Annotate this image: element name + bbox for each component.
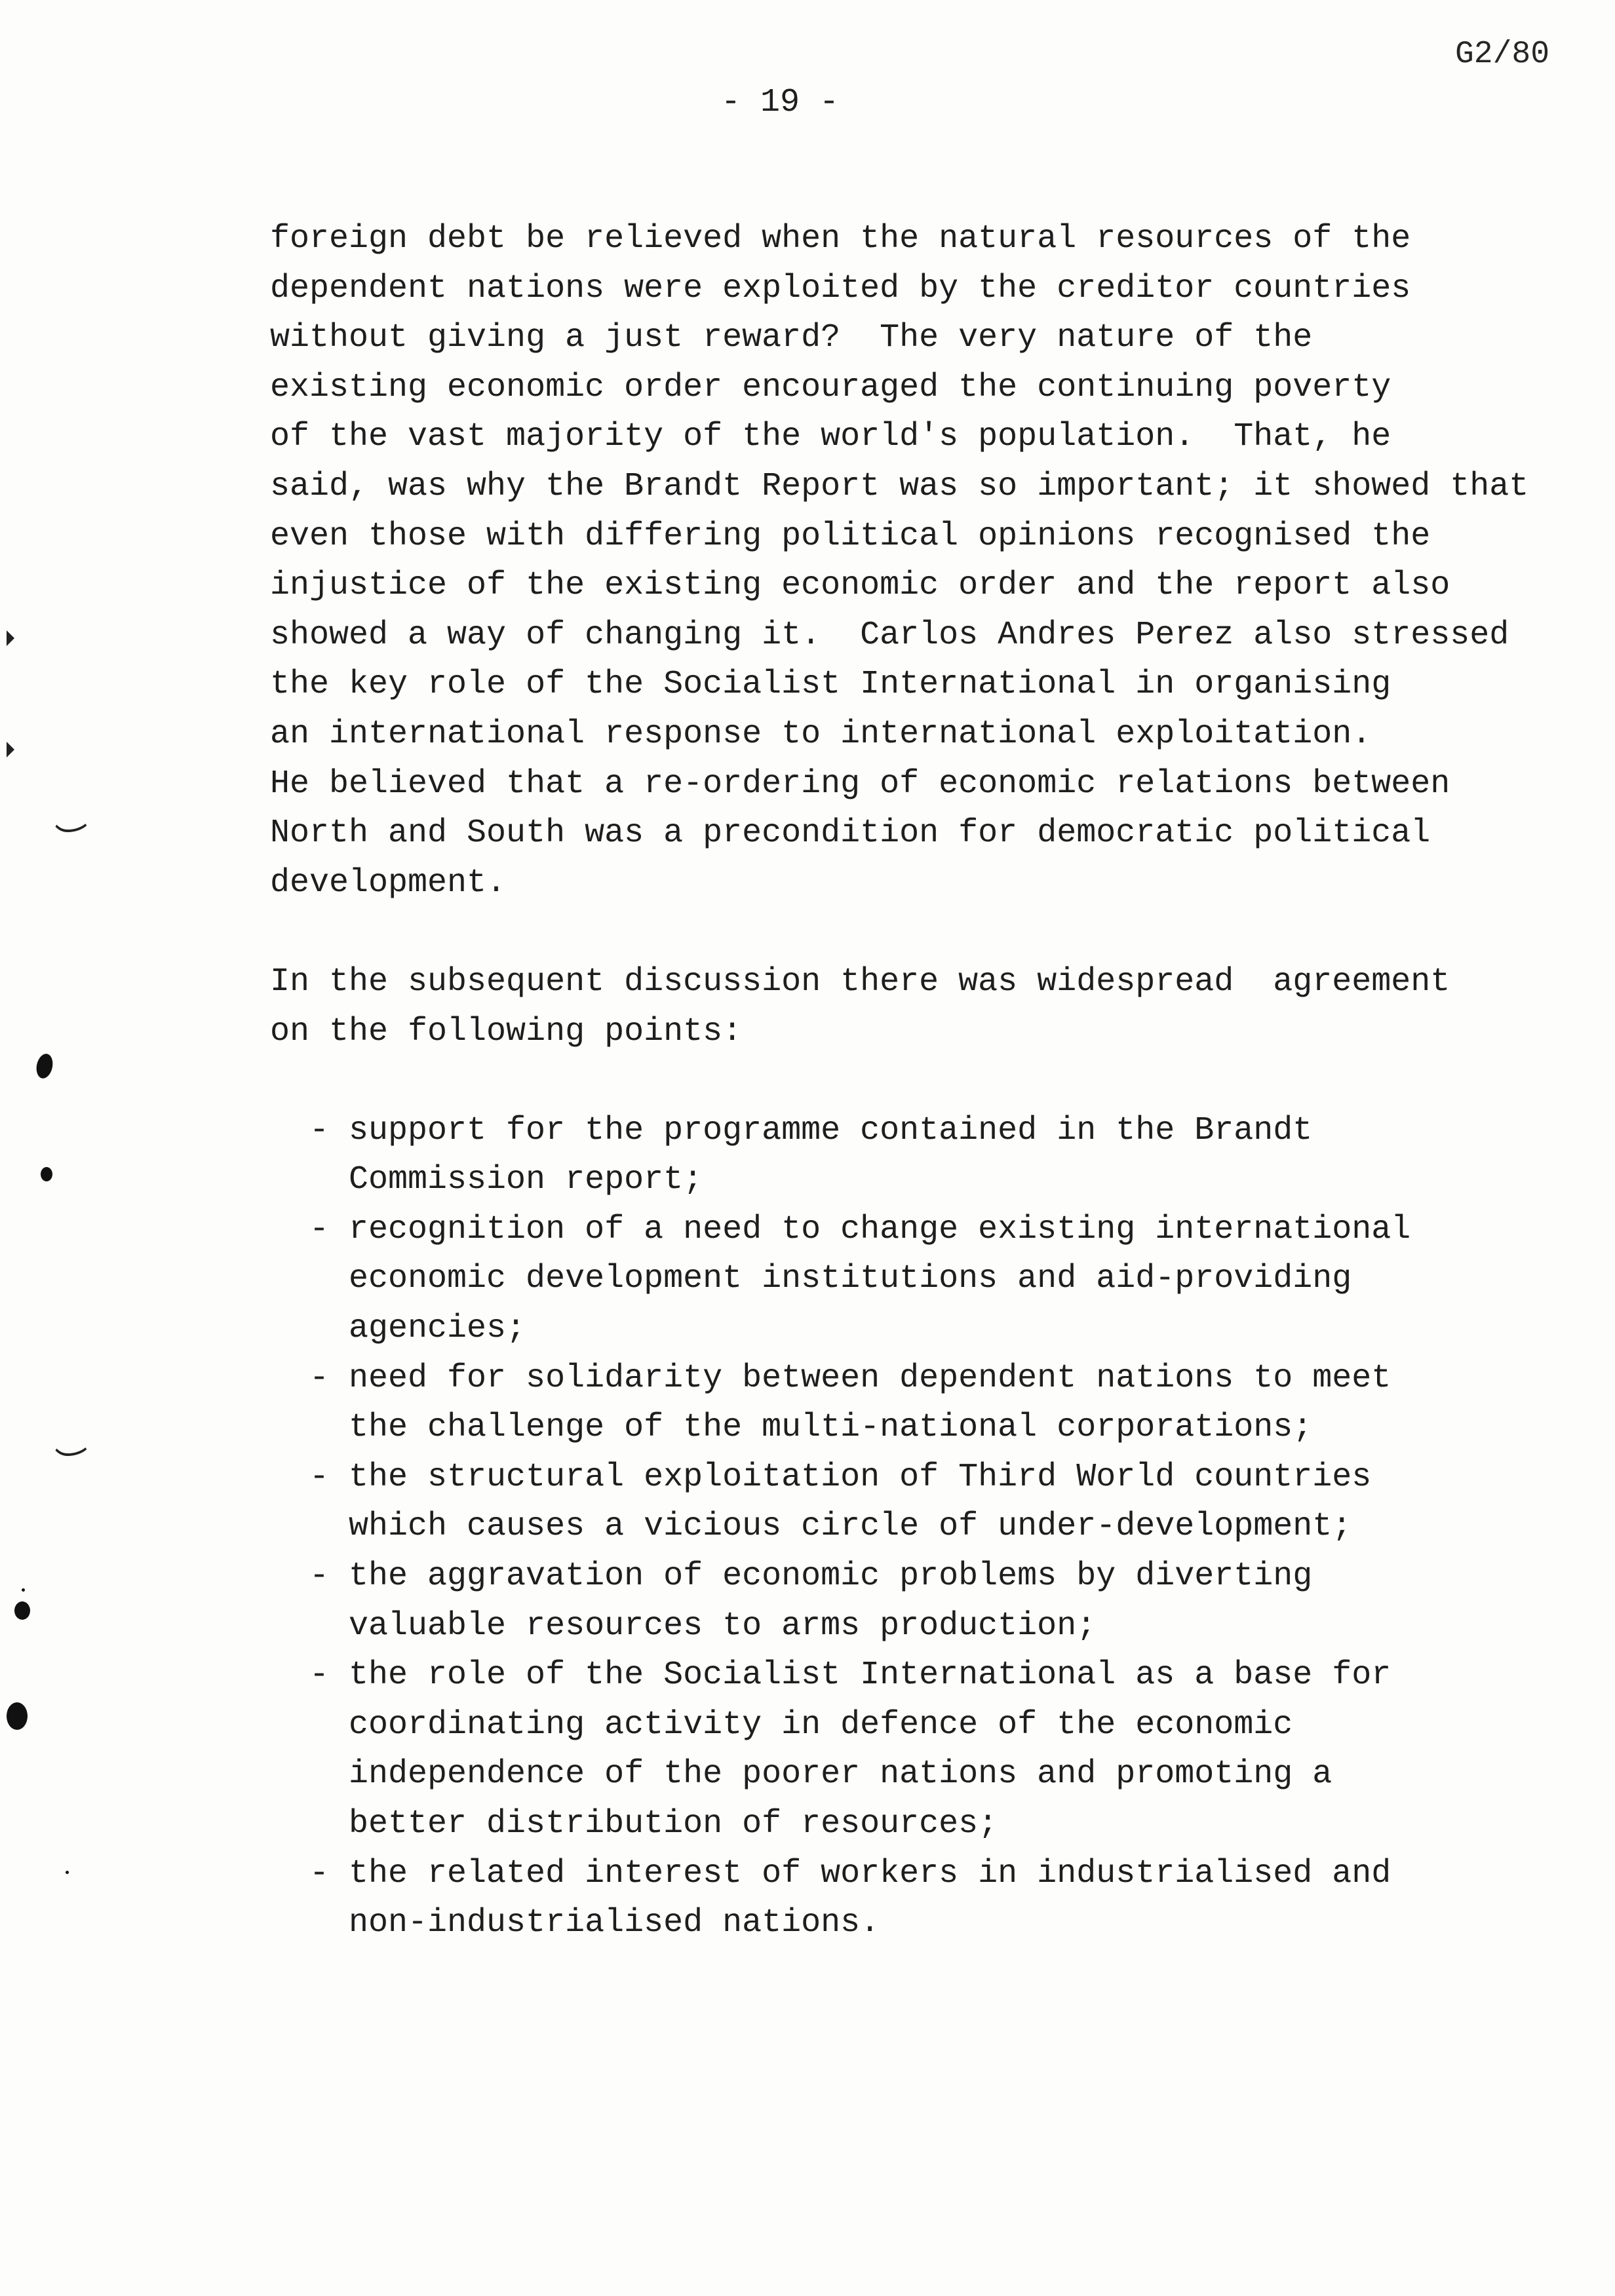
discussion-points-list bbox=[270, 1106, 1528, 1948]
list-item-text: the aggravation of economic problems by diverting valuable resources to arms production; bbox=[349, 1558, 1313, 1645]
list-item bbox=[270, 1106, 1528, 1205]
scan-speck bbox=[22, 1588, 25, 1592]
scan-mark-arc bbox=[51, 815, 92, 832]
list-item-text: the role of the Socialist International as a base for coordinating activity in defence of the economic independence of the poorer nations and promoting a better distribution of resources; bbox=[349, 1656, 1391, 1843]
list-item-text: recognition of a need to change existing international economic development institutions and aid-providing agencies; bbox=[349, 1210, 1411, 1348]
list-bullet: - bbox=[309, 1111, 330, 1149]
list-bullet: - bbox=[309, 1558, 330, 1596]
list-item-text: need for solidarity between dependent nations to meet the challenge of the multi-national corporations; bbox=[349, 1359, 1391, 1447]
document-reference: G2/80 bbox=[1455, 37, 1550, 72]
list-bullet: - bbox=[309, 1656, 330, 1694]
list-item-text: the structural exploitation of Third World countries which causes a vicious circle of under-development; bbox=[349, 1458, 1372, 1546]
list-item-text: the related interest of workers in industrialised and non-industrialised nations. bbox=[349, 1854, 1391, 1942]
punch-hole-mark bbox=[14, 1601, 30, 1620]
body-paragraph: foreign debt be relieved when the natural resources of the dependent nations were exploited by the creditor countries without giving a just reward? The very nature of the existing economic order encouraged the continuing poverty of the vast majority of the world's population. That, he said, was why the Brandt Report was so important; it showed that even those with differing political opinions recognised the injustice of the existing economic order and the report also showed a way of changing it. Carlos Andres Perez also stressed the key role of the Socialist International in organising an international response to international exploitation. He believed that a re-ordering of economic relations between North and South was a precondition for democratic political development. bbox=[270, 220, 1529, 902]
page-number: - 19 - bbox=[721, 84, 840, 121]
list-item bbox=[270, 1354, 1528, 1453]
list-bullet: - bbox=[309, 1359, 330, 1397]
scan-speck bbox=[66, 1871, 69, 1874]
list-bullet: - bbox=[309, 1854, 330, 1892]
list-item bbox=[270, 1205, 1528, 1354]
list-bullet: - bbox=[309, 1458, 330, 1496]
punch-hole-mark bbox=[7, 1702, 28, 1730]
punch-hole-mark bbox=[34, 1052, 54, 1080]
scan-mark bbox=[7, 630, 14, 646]
discussion-intro-paragraph: In the subsequent discussion there was widespread agreement on the following points: bbox=[270, 963, 1450, 1050]
list-item bbox=[270, 1453, 1528, 1552]
punch-hole-mark bbox=[41, 1167, 52, 1181]
list-item bbox=[270, 1849, 1528, 1948]
scan-mark bbox=[7, 742, 14, 757]
list-item bbox=[270, 1651, 1528, 1848]
list-bullet: - bbox=[309, 1210, 330, 1248]
scan-mark-arc bbox=[51, 1439, 92, 1456]
document-body bbox=[270, 214, 1528, 1948]
list-item-text: support for the programme contained in the Brandt Commission report; bbox=[349, 1111, 1313, 1199]
list-item bbox=[270, 1552, 1528, 1651]
